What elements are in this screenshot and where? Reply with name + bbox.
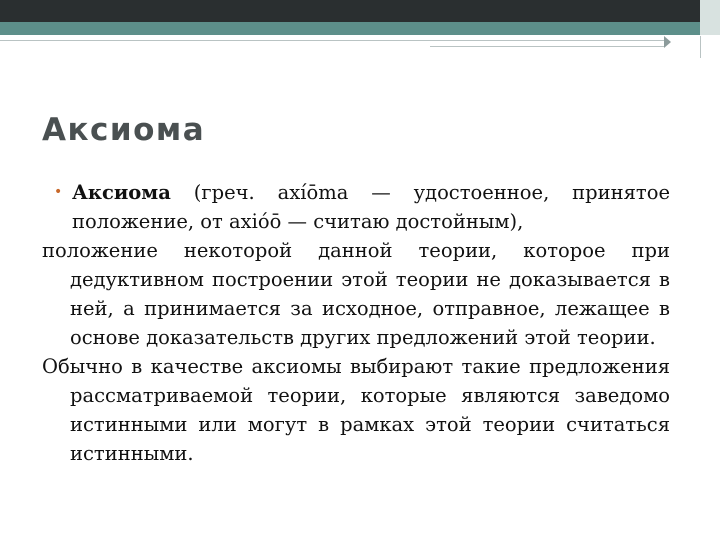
top-bar-teal <box>0 22 720 35</box>
top-bar-dark <box>0 0 720 22</box>
decorative-rule <box>0 40 665 41</box>
slide-body <box>42 178 670 468</box>
decorative-marker <box>664 36 671 48</box>
bullet-icon: • <box>54 184 63 200</box>
term-bold: Аксиома <box>72 181 171 204</box>
slide-title: Аксиома <box>42 112 206 148</box>
decorative-rule <box>430 46 665 47</box>
paragraph-definition <box>42 178 670 236</box>
paragraph-explanation: положение некоторой данной теории, которое при дедуктивном построении этой теории не доказывается в ней, а принимается за исходное, отправное, лежащее в основе доказательств других предложений этой теории. <box>42 239 670 349</box>
top-bar-corner <box>700 0 720 35</box>
decorative-rule <box>700 36 701 58</box>
paragraph-usage: Обычно в качестве аксиомы выбирают такие предложения рассматриваемой теории, которые являются заведомо истинными или могут в рамках этой теории считаться истинными. <box>42 355 670 465</box>
definition-text: (греч. axíōma — удостоенное, принятое положение, от axióō — считаю достойным), <box>72 181 670 233</box>
